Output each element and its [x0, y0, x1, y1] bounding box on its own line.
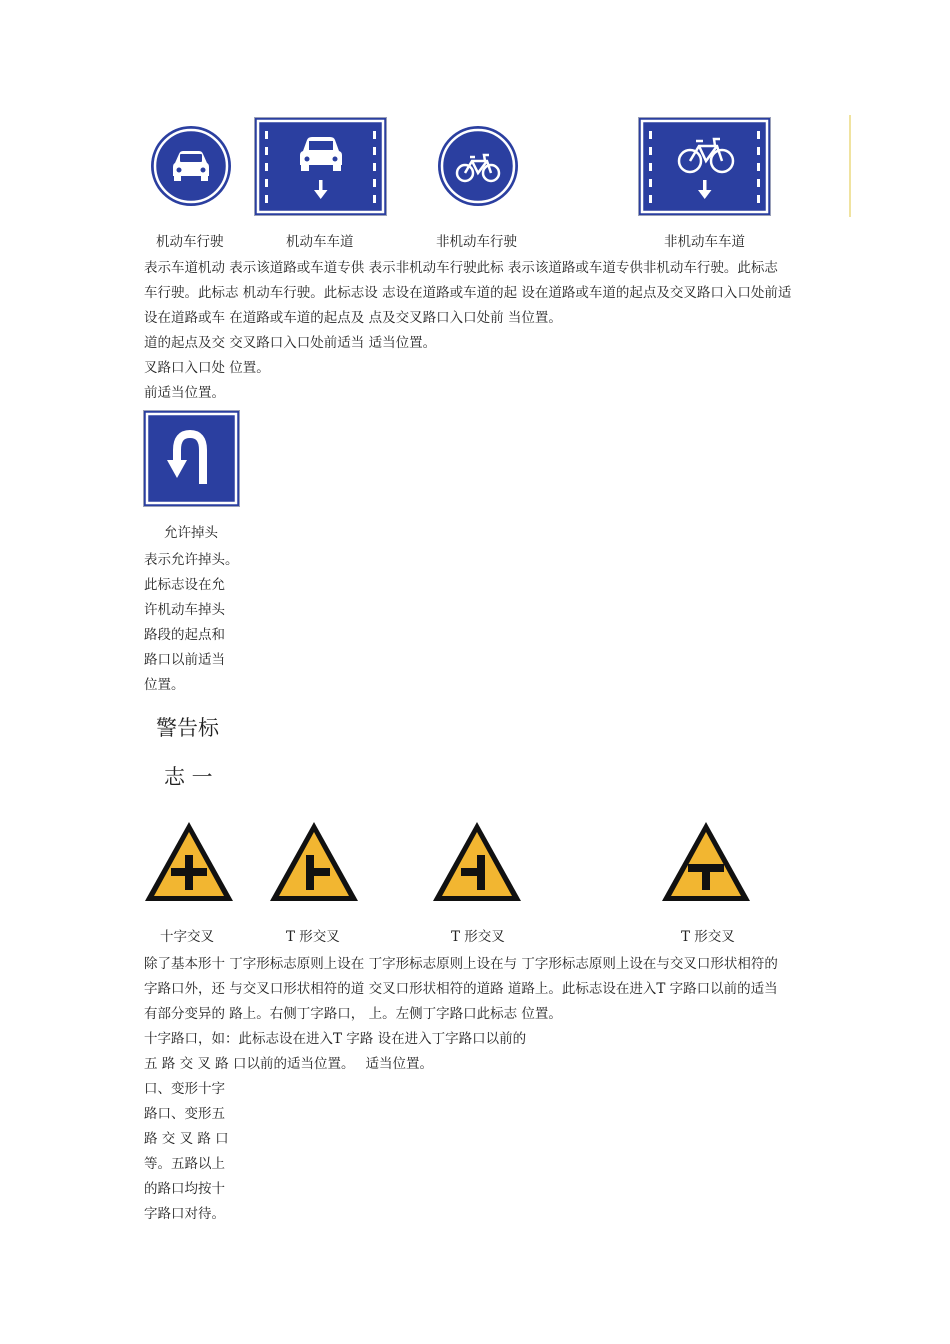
t-junction-warning-sign	[660, 820, 752, 904]
description-line: 道的起点及交 交叉路口入口处前适当 适当位置。	[144, 335, 437, 351]
description-line: 有部分变异的 路上。右侧丁字路口， 上。左侧丁字路口此标志 位置。	[144, 1006, 562, 1022]
description-line: 五 路 交 叉 路 口以前的适当位置。 适当位置。	[144, 1056, 433, 1072]
description-line: 位置。	[144, 677, 185, 693]
description-line: 十字路口，如：此标志设在进入T 字路 设在进入丁字路口以前的	[144, 1031, 527, 1047]
non-motor-vehicle-sign	[437, 125, 519, 207]
motor-vehicle-lane-sign	[254, 117, 387, 216]
description-line: 除了基本形十 丁字形标志原则上设在 丁字形标志原则上设在与 丁字形标志原则上设在与交叉口形状相符的	[144, 956, 778, 972]
caption-motor-vehicle: 机动车行驶	[156, 234, 224, 250]
u-turn-sign	[143, 410, 240, 507]
caption-t-junction-right: T 形交叉	[286, 929, 340, 945]
section-heading-line1: 警告标	[156, 716, 219, 740]
caption-u-turn: 允许掉头	[164, 525, 218, 541]
description-line: 许机动车掉头	[144, 602, 225, 618]
description-line: 车行驶。此标志 机动车行驶。此标志设 志设在道路或车道的起 设在道路或车道的起点及交叉路口入口处前适	[144, 285, 792, 301]
description-line: 口、变形十字	[144, 1081, 225, 1097]
section-heading-line2: 志 一	[164, 765, 213, 789]
caption-t-junction-left: T 形交叉	[451, 929, 505, 945]
description-line: 的路口均按十	[144, 1181, 225, 1197]
description-line: 表示车道机动 表示该道路或车道专供 表示非机动车行驶此标 表示该道路或车道专供非机动车行驶。此标志	[144, 260, 778, 276]
description-line: 路口、变形五	[144, 1106, 225, 1122]
description-line: 叉路口入口处 位置。	[144, 360, 270, 376]
crossroad-warning-sign	[143, 820, 235, 904]
t-junction-left-warning-sign	[431, 820, 523, 904]
image-edge	[849, 115, 851, 217]
description-line: 字路口外，还 与交叉口形状相符的道 交叉口形状相符的道路 道路上。此标志设在进入T 字路口以前的适当	[144, 981, 778, 997]
caption-non-motor-vehicle: 非机动车行驶	[436, 234, 517, 250]
description-line: 表示允许掉头。	[144, 552, 239, 568]
non-motor-vehicle-lane-sign	[638, 117, 771, 216]
t-junction-right-warning-sign	[268, 820, 360, 904]
motor-vehicle-sign	[150, 125, 232, 207]
description-line: 设在道路或车 在道路或车道的起点及 点及交叉路口入口处前 当位置。	[144, 310, 562, 326]
description-line: 路 交 叉 路 口	[144, 1131, 229, 1147]
description-line: 字路口对待。	[144, 1206, 225, 1222]
caption-crossroad: 十字交叉	[160, 929, 214, 945]
description-line: 路段的起点和	[144, 627, 225, 643]
caption-t-junction: T 形交叉	[681, 929, 735, 945]
caption-non-motor-vehicle-lane: 非机动车车道	[664, 234, 745, 250]
description-line: 前适当位置。	[144, 385, 225, 401]
description-line: 此标志设在允	[144, 577, 225, 593]
caption-motor-vehicle-lane: 机动车车道	[286, 234, 354, 250]
description-line: 路口以前适当	[144, 652, 225, 668]
description-line: 等。五路以上	[144, 1156, 225, 1172]
